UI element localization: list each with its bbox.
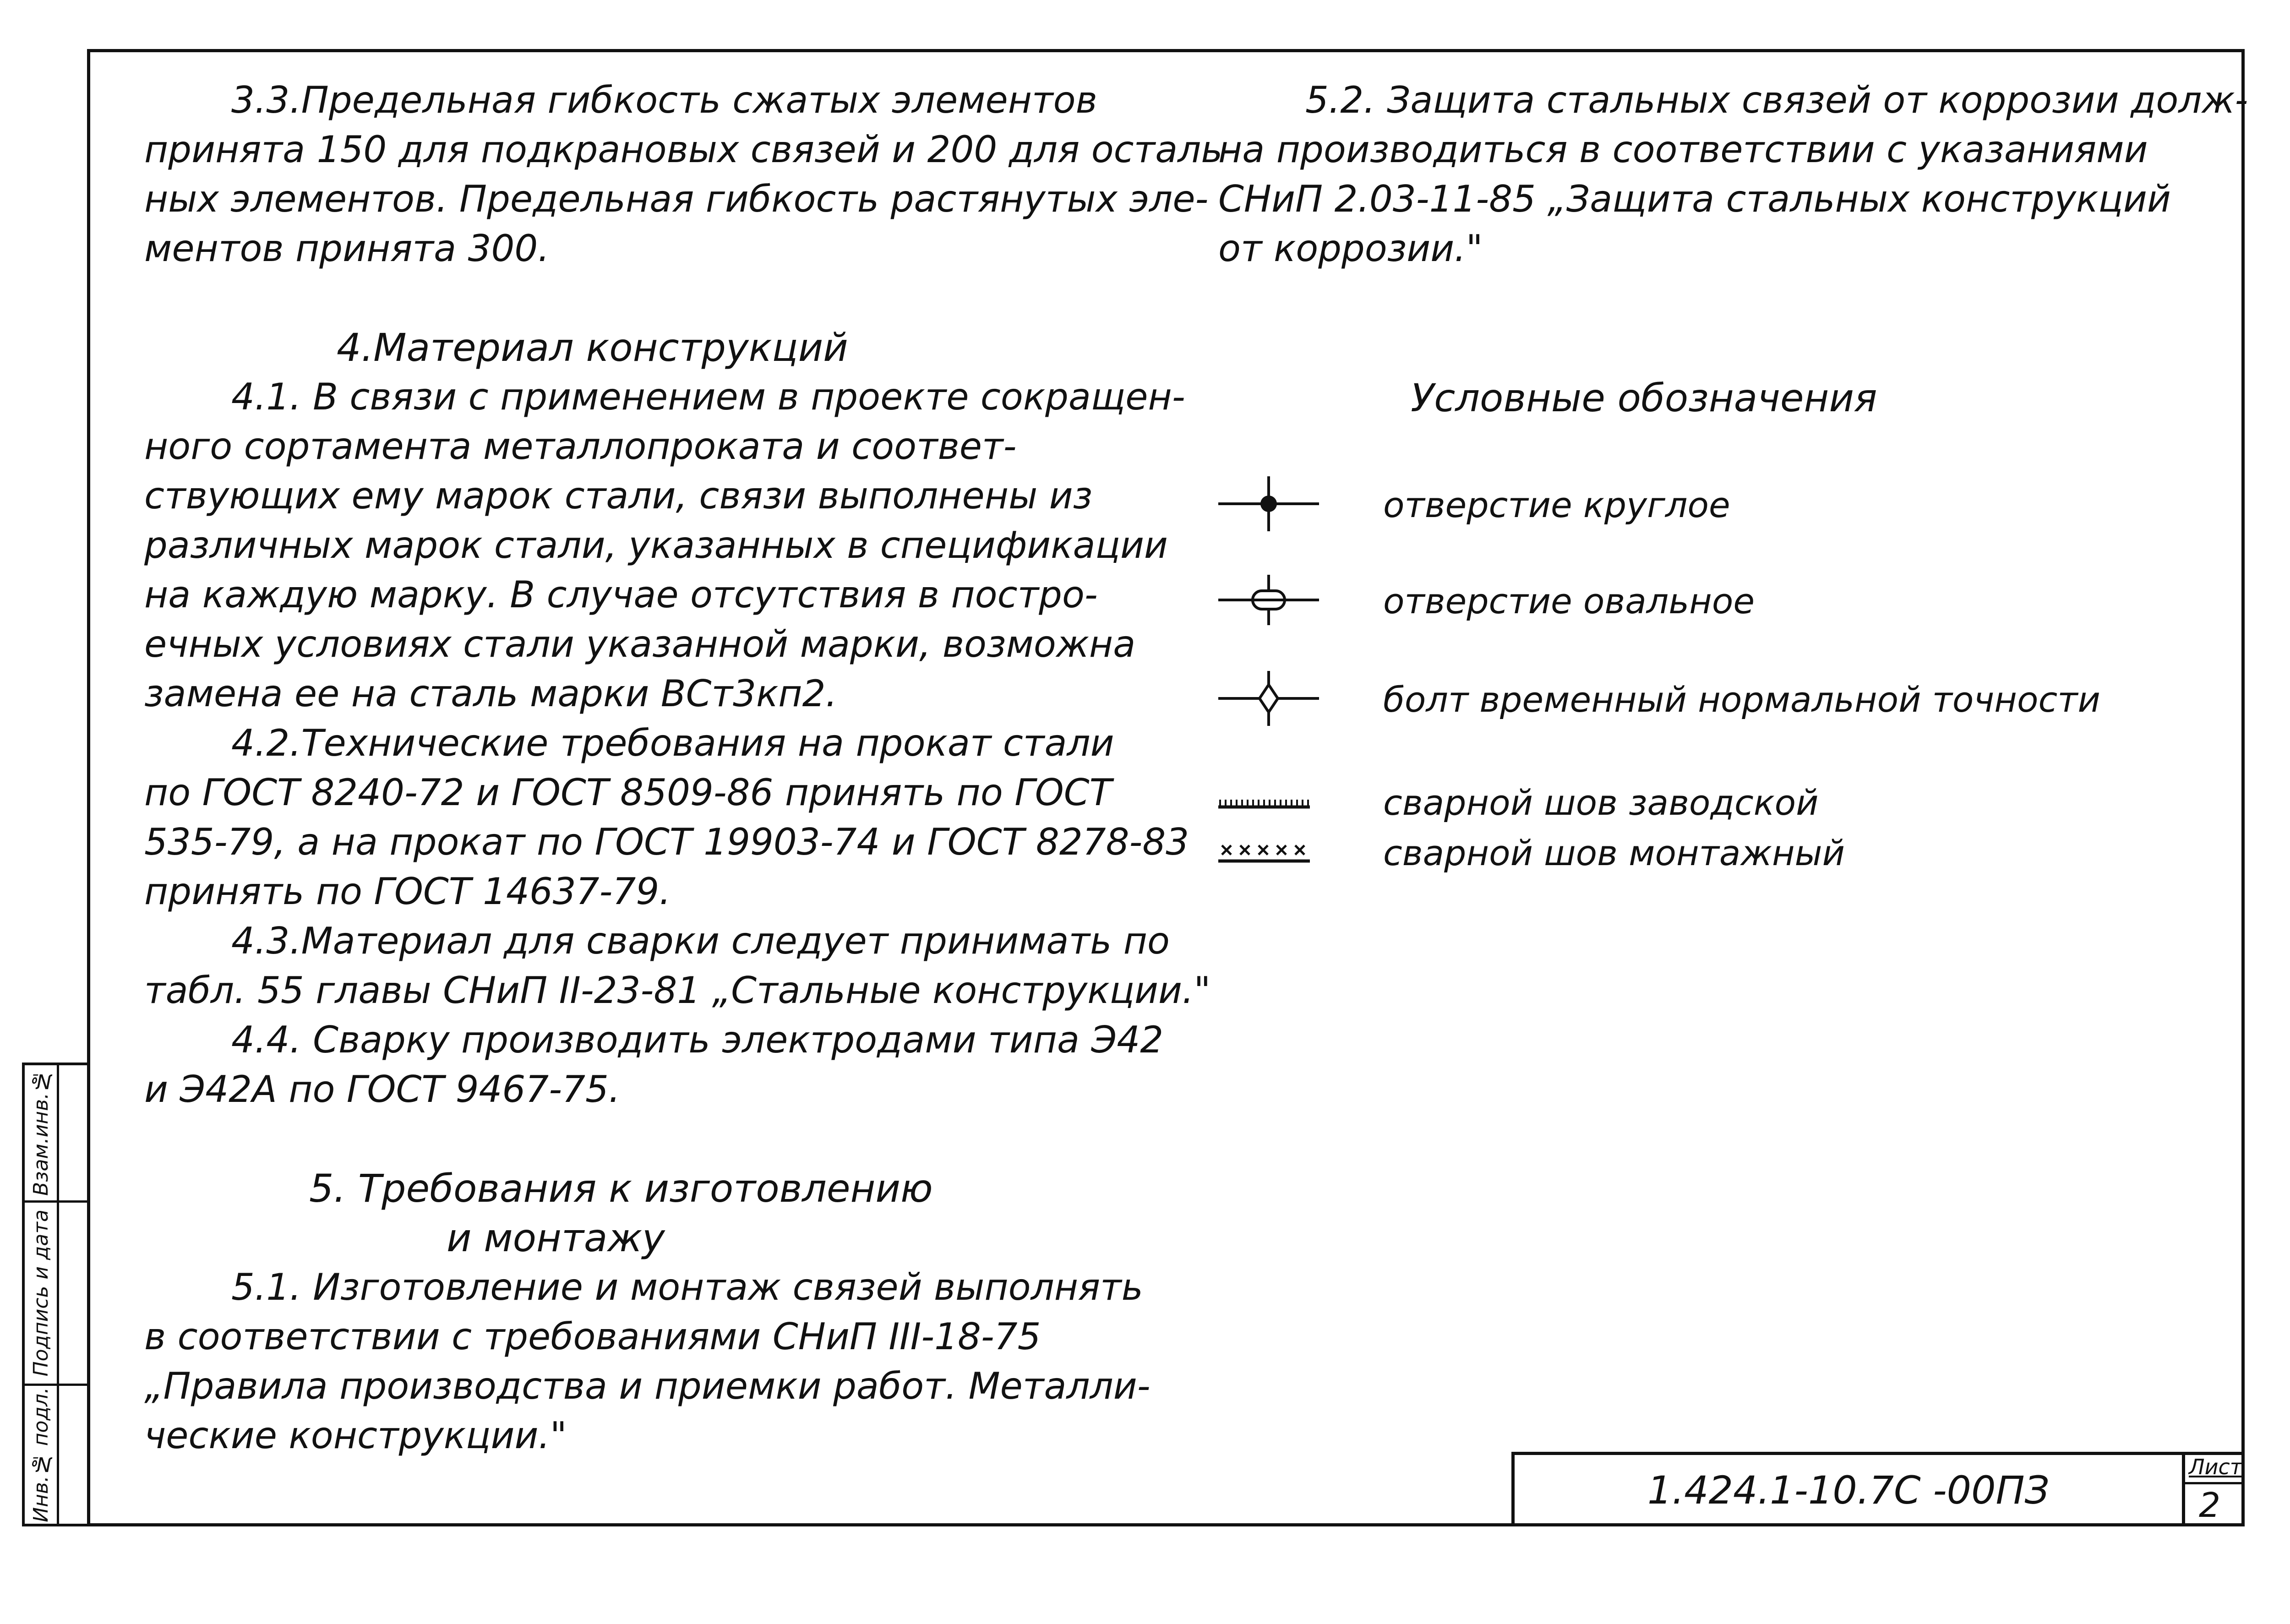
text-line: ечных условиях стали указанной марки, возможна: [144, 623, 1136, 665]
round-hole-icon: [1214, 476, 1324, 531]
sheet-label: Лист: [2189, 1455, 2242, 1479]
text-line: 4.1. В связи с применением в проекте сокращен-: [231, 376, 1185, 418]
text-line: от коррозии.": [1218, 227, 1483, 270]
text-line: табл. 55 главы СНиП II-23-81 „Стальные конструкции.": [144, 969, 1211, 1012]
legend-item-field-weld: [1214, 824, 2176, 879]
oval-hole-icon: [1214, 572, 1324, 627]
text-line: на производиться в соответствии с указаниями: [1218, 128, 2148, 171]
text-line: 4.3.Материал для сварки следует принимать по: [231, 920, 1170, 962]
text-line: ческие конструкции.": [144, 1414, 567, 1457]
stamp-label-replacement-inv: Взам.инв.№: [29, 1069, 53, 1196]
text-line: 4.2.Технические требования на прокат стали: [231, 722, 1114, 764]
legend-label: сварной шов монтажный: [1383, 833, 1845, 873]
text-line: и Э42А по ГОСТ 9467-75.: [144, 1068, 621, 1111]
stamp-label-signature-date: Подпись и дата: [29, 1210, 53, 1377]
text-line: различных марок стали, указанных в спецификации: [144, 524, 1168, 567]
text-line: принята 150 для подкрановых связей и 200 для осталь-: [144, 128, 1236, 171]
legend-item-oval-hole: [1214, 572, 2176, 627]
section-heading-requirements-cont: и монтажу: [447, 1215, 665, 1260]
field-weld-icon: [1214, 824, 1324, 879]
right-text-column: [1218, 76, 2248, 273]
legend-item-temporary-bolt: [1214, 671, 2176, 726]
text-line: по ГОСТ 8240-72 и ГОСТ 8509-86 принять по ГОСТ: [144, 771, 1112, 814]
text-line: в соответствии с требованиями СНиП III-18-75: [144, 1315, 1041, 1358]
temporary-bolt-icon: [1214, 671, 1324, 726]
stamp-cell-replacement-inv: [25, 1065, 87, 1203]
text-line: СНиП 2.03-11-85 „Защита стальных конструкций: [1218, 178, 2171, 220]
text-line: замена ее на сталь марки ВСт3кп2.: [144, 672, 837, 715]
text-line: 535-79, а на прокат по ГОСТ 19903-74 и ГОСТ 8278-83: [144, 821, 1189, 863]
sheet-number: 2: [2199, 1486, 2221, 1525]
section-heading-material: 4.Материал конструкций: [337, 325, 848, 370]
title-block: [1511, 1452, 2245, 1526]
text-line: ствующих ему марок стали, связи выполнены из: [144, 474, 1093, 517]
side-stamp: [22, 1063, 90, 1526]
text-line: на каждую марку. В случае отсутствия в постро-: [144, 573, 1098, 616]
text-spacer: [144, 273, 1236, 323]
legend-label: болт временный нормальной точности: [1383, 679, 2100, 720]
text-line: „Правила производства и приемки работ. Металли-: [144, 1365, 1150, 1407]
sheet-cell-divider: [2185, 1482, 2241, 1484]
text-line: 5.2. Защита стальных связей от коррозии долж-: [1305, 79, 2248, 121]
document-code: 1.424.1-10.7С -00ПЗ: [1647, 1468, 2050, 1513]
section-heading-requirements: 5. Требования к изготовлению: [309, 1166, 933, 1211]
legend-label: сварной шов заводской: [1383, 782, 1819, 823]
text-line: ных элементов. Предельная гибкость растянутых эле-: [144, 178, 1209, 220]
shop-weld-icon: [1214, 774, 1324, 829]
legend-label: отверстие овальное: [1383, 581, 1755, 621]
stamp-cell-signature-date: [25, 1203, 87, 1386]
legend-title: Условные обозначения: [1411, 376, 1877, 420]
text-line: 5.1. Изготовление и монтаж связей выполнять: [231, 1266, 1143, 1308]
stamp-label-original-inv: Инв.№ подл.: [29, 1387, 53, 1522]
text-line: ного сортамента металлопроката и соответ-: [144, 425, 1017, 468]
text-line: принять по ГОСТ 14637-79.: [144, 870, 671, 913]
stamp-cell-original-inv: [25, 1386, 87, 1524]
left-text-column: [144, 76, 1236, 1461]
legend-label: отверстие круглое: [1383, 485, 1730, 525]
legend-item-shop-weld: [1214, 774, 2176, 829]
text-line: 3.3.Предельная гибкость сжатых элементов: [231, 79, 1097, 121]
text-spacer: [144, 1114, 1236, 1164]
sheet-number-cell: [2182, 1452, 2241, 1526]
text-line: ментов принята 300.: [144, 227, 550, 270]
text-line: 4.4. Сварку производить электродами типа Э42: [231, 1019, 1164, 1061]
legend-item-round-hole: [1214, 476, 2176, 531]
